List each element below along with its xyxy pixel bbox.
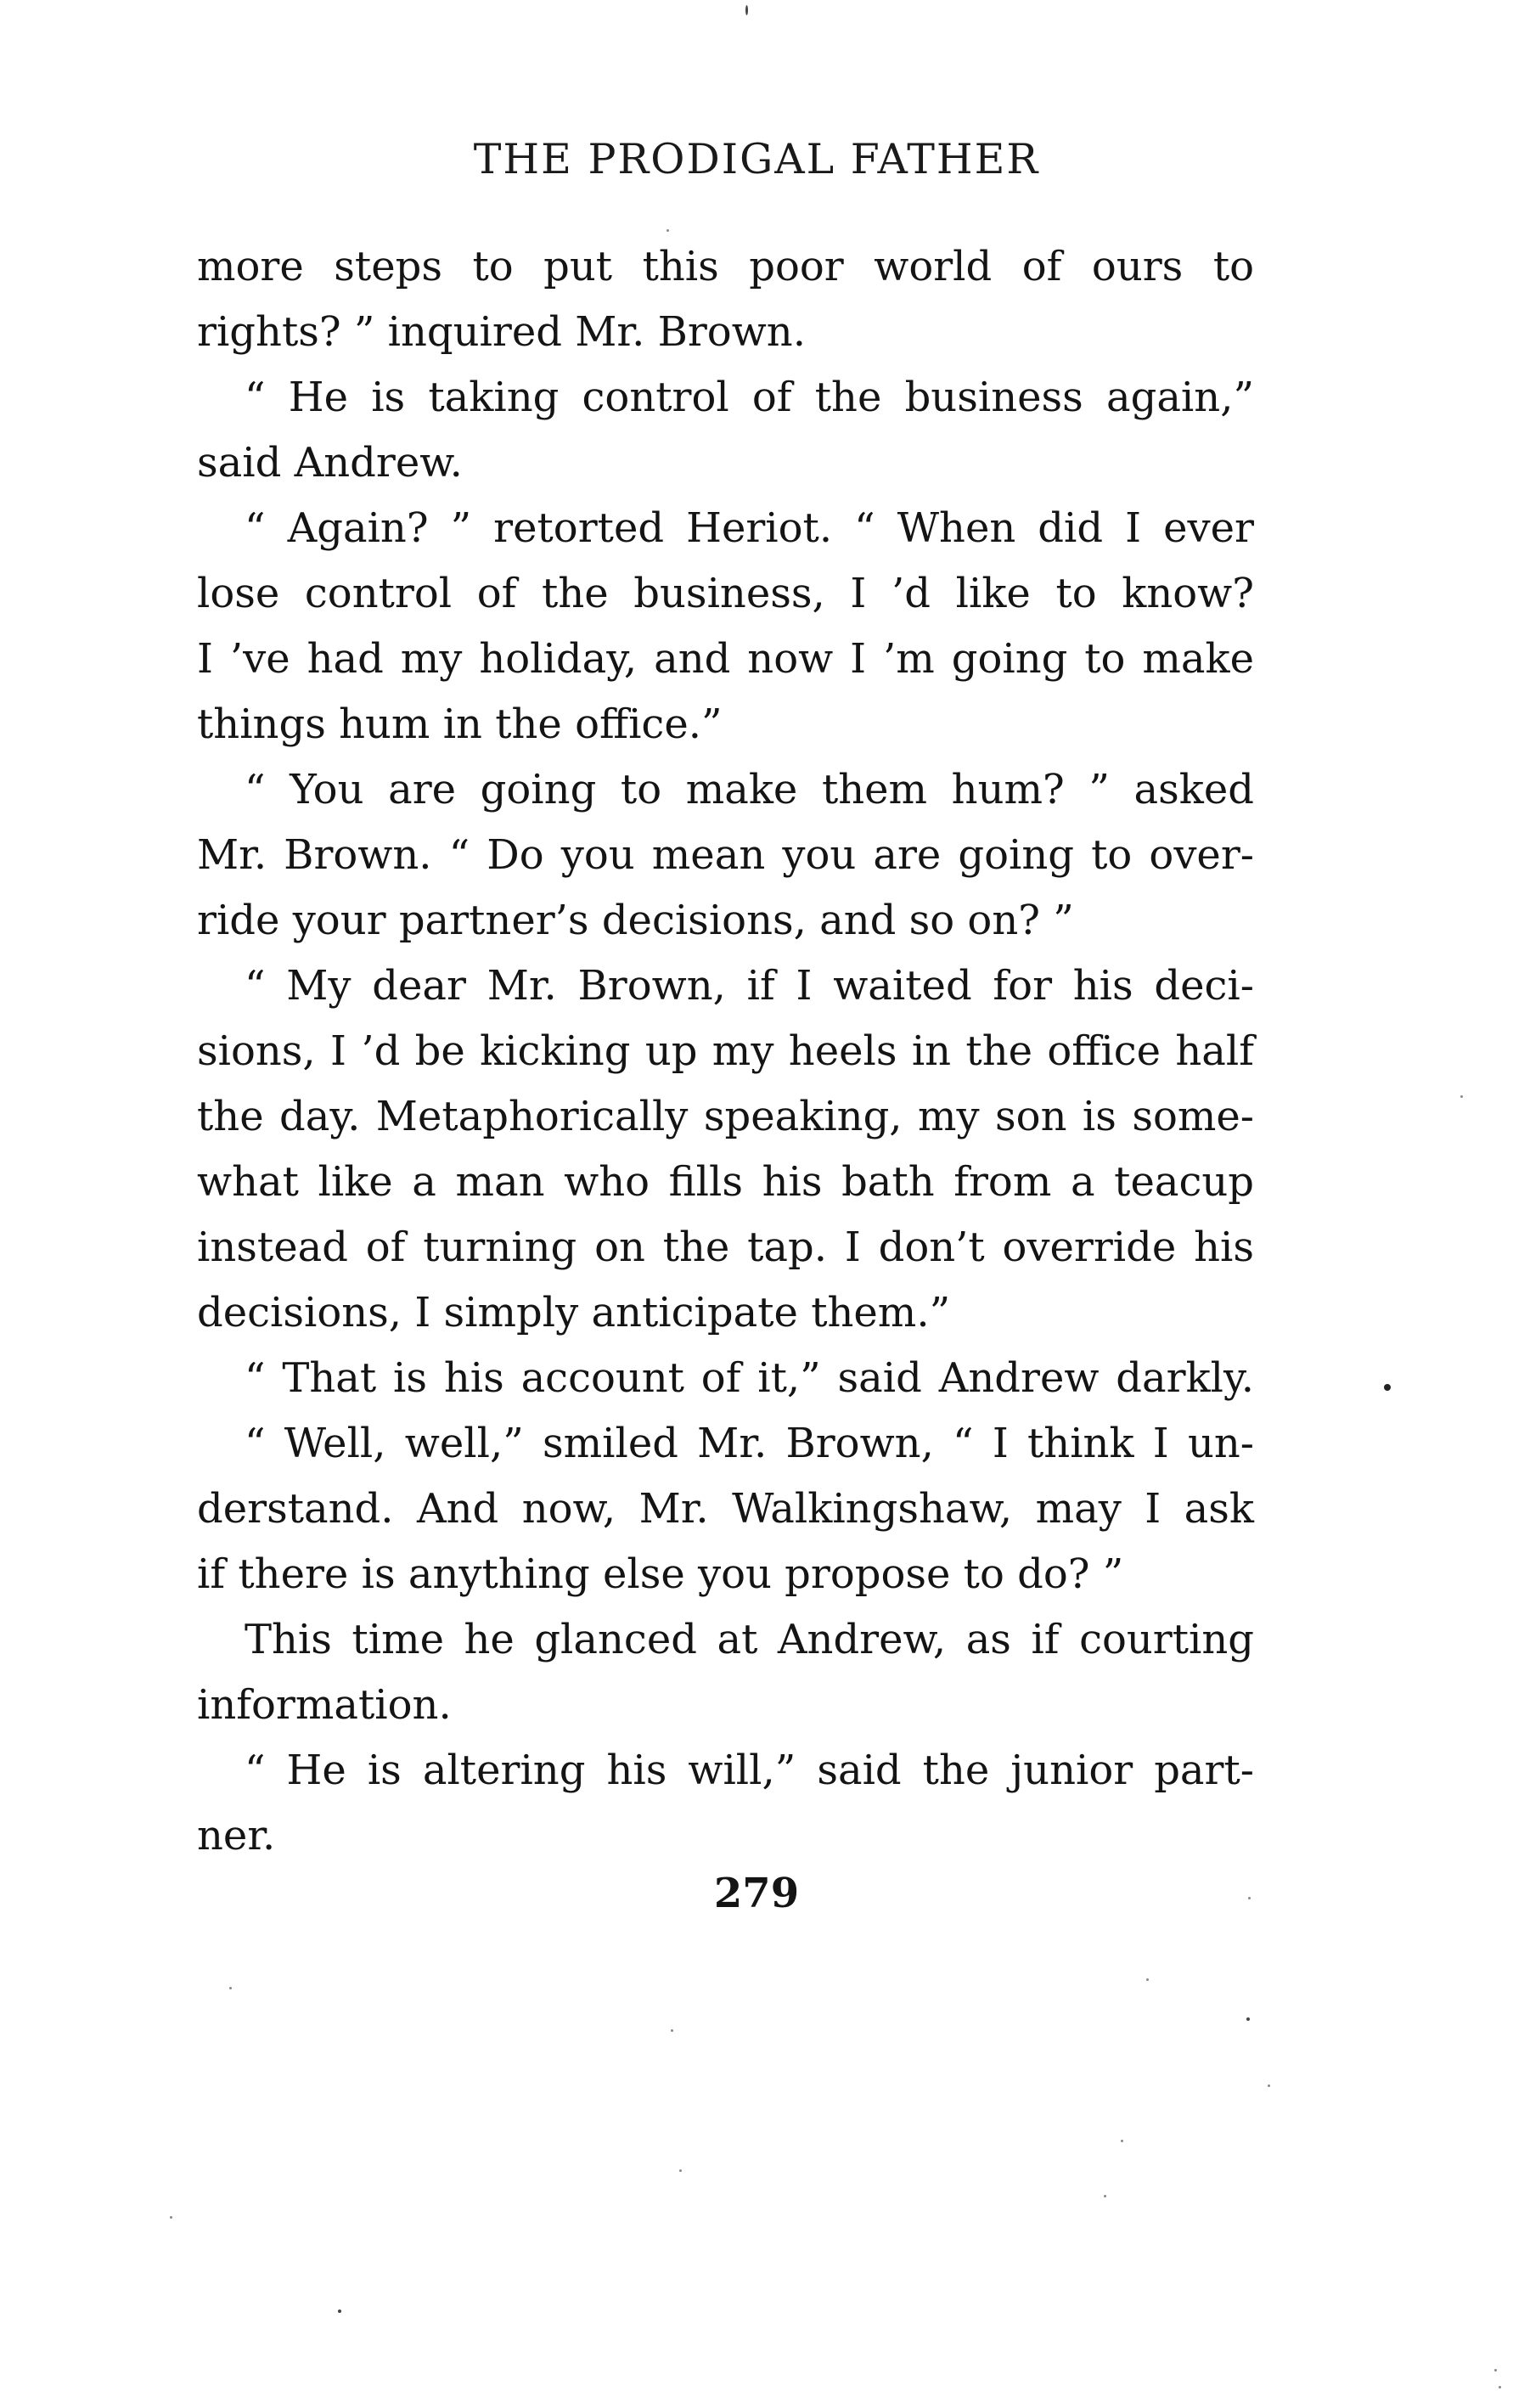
page-number: 279 <box>713 1870 800 1917</box>
print-speck <box>667 229 669 232</box>
print-speck <box>1460 1095 1463 1098</box>
text-line: ride your partner’s decisions, and so on? ” <box>197 897 1074 944</box>
text-line: lose control of the business, I ’d like to know? <box>197 570 1254 617</box>
text-line: decisions, I simply anticipate them.” <box>197 1289 951 1336</box>
text-line: “ My dear Mr. Brown, if I waited for his deci- <box>245 962 1254 1010</box>
print-speck <box>229 1987 232 1989</box>
print-speck <box>1104 2195 1106 2197</box>
running-title: THE PRODIGAL FATHER <box>473 135 1040 183</box>
text-line: “ Again? ” retorted Heriot. “ When did I ever <box>245 504 1254 552</box>
print-speck <box>1499 2386 1501 2388</box>
text-line: what like a man who fills his bath from a teacup <box>197 1158 1254 1206</box>
print-speck <box>338 2310 341 2313</box>
body-text <box>197 234 1254 1869</box>
text-line: I ’ve had my holiday, and now I ’m going to make <box>197 635 1254 683</box>
text-line: more steps to put this poor world of ours to <box>197 243 1254 290</box>
print-speck <box>1494 2369 1497 2371</box>
print-speck <box>1121 2140 1123 2142</box>
text-line: “ He is taking control of the business again,” <box>245 374 1254 421</box>
text-line: Mr. Brown. “ Do you mean you are going to over- <box>197 831 1254 879</box>
print-speck <box>745 5 748 15</box>
print-speck <box>1146 1978 1149 1981</box>
text-line: “ He is altering his will,” said the junior part- <box>245 1747 1254 1794</box>
text-line: if there is anything else you propose to do? ” <box>197 1550 1124 1598</box>
text-line: “ Well, well,” smiled Mr. Brown, “ I think I un- <box>245 1420 1254 1467</box>
text-line: instead of turning on the tap. I don’t override his <box>197 1224 1254 1271</box>
text-line: the day. Metaphorically speaking, my son is some- <box>197 1093 1254 1140</box>
print-speck <box>1384 1384 1391 1391</box>
text-line: said Andrew. <box>197 439 463 487</box>
text-line: derstand. And now, Mr. Walkingshaw, may I ask <box>197 1485 1254 1533</box>
text-line: “ You are going to make them hum? ” asked <box>245 766 1254 813</box>
text-line: “ That is his account of it,” said Andrew darkly. <box>245 1354 1254 1402</box>
text-line: ner. <box>197 1812 276 1859</box>
text-line: sions, I ’d be kicking up my heels in the office half <box>197 1027 1254 1075</box>
text-line: This time he glanced at Andrew, as if courting <box>245 1616 1254 1663</box>
text-line: rights? ” inquired Mr. Brown. <box>197 308 806 356</box>
print-speck <box>1268 2084 1270 2087</box>
text-line: things hum in the office.” <box>197 700 723 748</box>
print-speck <box>1246 2017 1250 2021</box>
print-speck <box>679 2169 682 2172</box>
print-speck <box>1248 1897 1251 1899</box>
print-speck <box>170 2216 172 2219</box>
print-speck <box>671 2029 673 2032</box>
text-line: information. <box>197 1681 452 1729</box>
